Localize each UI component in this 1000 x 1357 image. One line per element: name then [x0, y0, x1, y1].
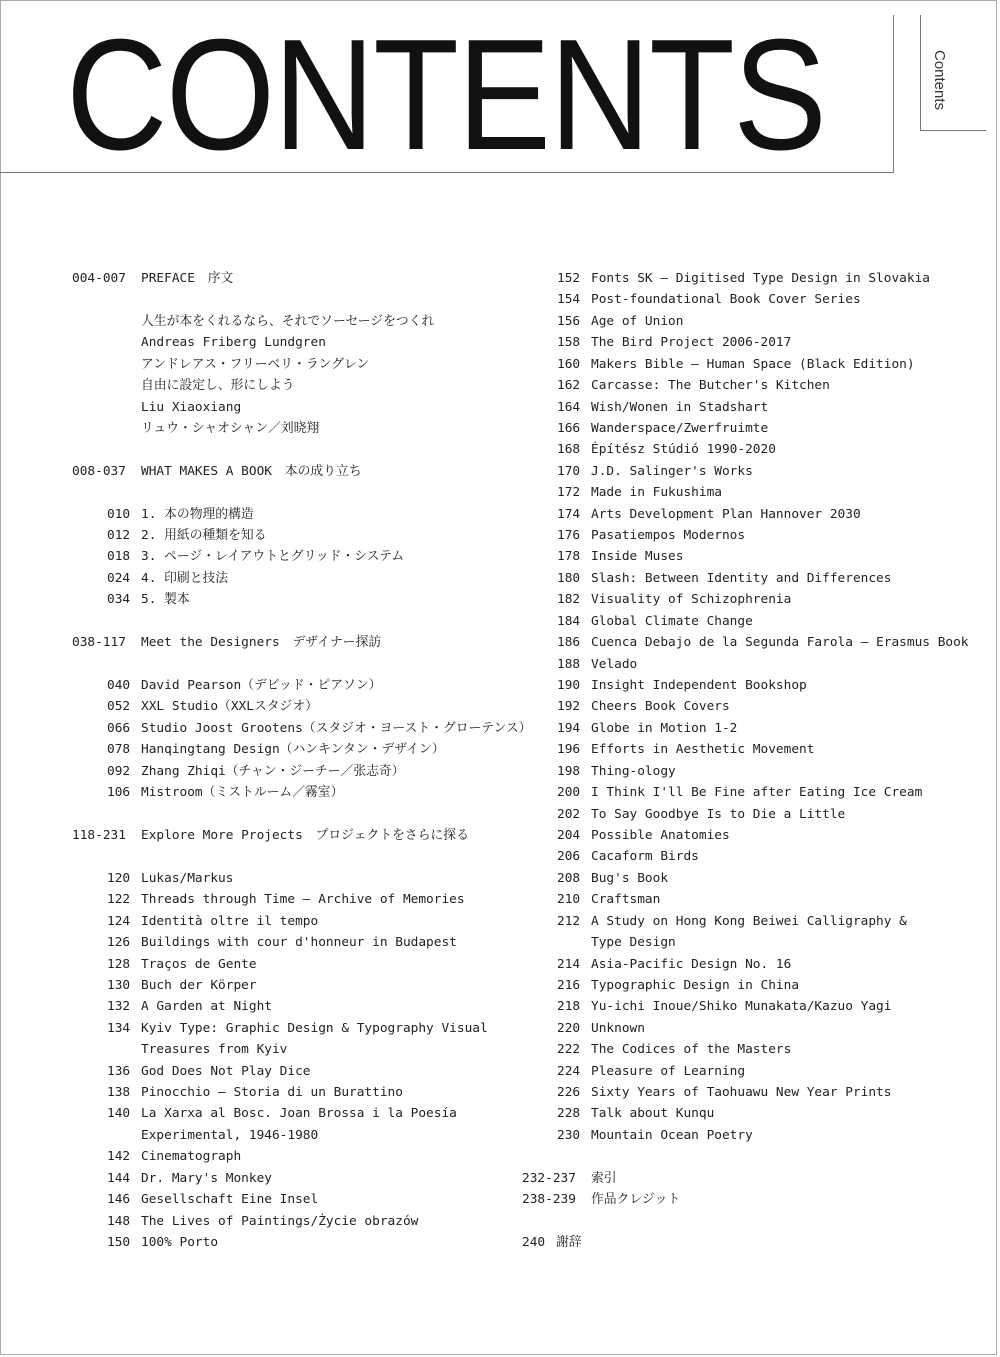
- entry-title: 2. 用紙の種類を知る: [141, 528, 267, 544]
- entry-title: Zhang Zhiqi（チャン・ジーチー／张志奇）: [141, 763, 405, 779]
- toc-entry: [522, 504, 992, 525]
- page-number: 146: [107, 1192, 131, 1208]
- entry-title: Made in Fukushima: [591, 485, 722, 501]
- entry-title: Gesellschaft Eine Insel: [141, 1192, 319, 1208]
- page-number: 216: [557, 977, 581, 993]
- toc-entry: [522, 804, 992, 825]
- entry-title: Meet the Designers デザイナー探訪: [141, 635, 382, 651]
- toc-entry: [522, 889, 992, 910]
- entry-title: PREFACE 序文: [141, 271, 234, 286]
- entry-title: 5. 製本: [141, 592, 190, 608]
- page-number: 188: [557, 656, 581, 672]
- toc-entry: [522, 911, 992, 932]
- header-vertical-divider: [893, 15, 894, 173]
- page-number: 184: [557, 613, 581, 629]
- page-number: 106: [107, 785, 131, 801]
- toc-entry: [72, 675, 522, 696]
- toc-entry: [522, 546, 992, 567]
- entry-title: Possible Anatomies: [591, 827, 730, 843]
- spacer: [72, 611, 522, 632]
- toc-entry: [72, 1211, 522, 1232]
- page-number: 140: [107, 1106, 131, 1122]
- entry-title: 謝辞: [556, 1234, 582, 1250]
- entry-title: Visuality of Schizophrenia: [591, 592, 792, 608]
- toc-entry: [72, 954, 522, 975]
- toc-entry: [72, 1125, 522, 1146]
- page-number: 160: [557, 356, 581, 372]
- entry-title: 人生が本をくれるなら、それでソーセージをつくれ: [141, 313, 435, 329]
- page-number: 120: [107, 870, 131, 886]
- page-number: 040: [107, 678, 131, 694]
- toc-entry: [522, 718, 992, 739]
- entry-title: Cheers Book Covers: [591, 699, 730, 715]
- toc-entry: [522, 439, 992, 460]
- toc-entry: [522, 696, 992, 717]
- entry-title: Arts Development Plan Hannover 2030: [591, 506, 861, 522]
- section-tab: [920, 15, 986, 131]
- toc-entry: [522, 418, 992, 439]
- page-number: 178: [557, 549, 581, 565]
- page-number: 142: [107, 1149, 131, 1165]
- page-number: 164: [557, 399, 581, 415]
- entry-title: WHAT MAKES A BOOK 本の成り立ち: [141, 463, 362, 479]
- toc-entry: [72, 761, 522, 782]
- toc-entry: [72, 1039, 522, 1060]
- entry-title: Liu Xiaoxiang: [141, 399, 242, 415]
- page-number: 154: [557, 292, 581, 308]
- entry-title: La Xarxa al Bosc. Joan Brossa i la Poesía: [141, 1106, 457, 1122]
- page-number: 034: [107, 592, 131, 608]
- toc-section: [72, 632, 522, 653]
- page-number: 230: [557, 1127, 581, 1143]
- toc-entry: [522, 654, 992, 675]
- entry-title: 1. 本の物理的構造: [141, 506, 254, 522]
- page-number: 202: [557, 806, 581, 822]
- spacer: [522, 1146, 992, 1167]
- page-number: 192: [557, 699, 581, 715]
- entry-title: Traços de Gente: [141, 956, 257, 972]
- spacer: [72, 482, 522, 503]
- entry-title: Wish/Wonen in Stadshart: [591, 399, 769, 415]
- toc-entry: [72, 1168, 522, 1189]
- toc-entry: [522, 632, 992, 653]
- entry-title: Velado: [591, 656, 638, 672]
- page-number: 066: [107, 720, 131, 736]
- toc-entry: [72, 375, 522, 396]
- page-number: 198: [557, 763, 581, 779]
- entry-title: The Codices of the Masters: [591, 1042, 792, 1058]
- entry-title: Identità oltre il tempo: [141, 913, 319, 929]
- toc-entry: [72, 1061, 522, 1082]
- toc-entry: [522, 954, 992, 975]
- toc-entry: [522, 354, 992, 375]
- spacer: [72, 439, 522, 460]
- entry-title: David Pearson（デビッド・ピアソン）: [141, 678, 382, 694]
- spacer: [72, 289, 522, 310]
- page-number: 124: [107, 913, 131, 929]
- spacer: [522, 1211, 992, 1232]
- toc-entry: [72, 589, 522, 610]
- entry-title: Cuenca Debajo de la Segunda Farola — Erasmus Book: [591, 635, 969, 651]
- toc-entry: [522, 975, 992, 996]
- entry-title: 自由に設定し、形にしよう: [141, 378, 295, 394]
- entry-title: 4. 印刷と技法: [141, 570, 229, 586]
- section-tab-label: Contents: [931, 50, 948, 111]
- toc-entry: [72, 996, 522, 1017]
- toc-entry: [522, 332, 992, 353]
- entry-title: Sixty Years of Taohuawu New Year Prints: [591, 1085, 892, 1101]
- page-number: 162: [557, 378, 581, 394]
- entry-title: Makers Bible — Human Space (Black Edition): [591, 356, 915, 372]
- page-number: 004-007: [72, 271, 126, 286]
- toc-entry: [72, 975, 522, 996]
- page-number: 132: [107, 999, 131, 1015]
- toc-section: [72, 268, 522, 289]
- entry-title: Typographic Design in China: [591, 977, 800, 993]
- toc-entry: [72, 1018, 522, 1039]
- page-number: 218: [557, 999, 581, 1015]
- entry-title: Buildings with cour d'honneur in Budapest: [141, 935, 457, 951]
- toc-entry: [522, 589, 992, 610]
- page-number: 156: [557, 313, 581, 329]
- toc-entry: [72, 1146, 522, 1167]
- page-title: CONTENTS: [66, 7, 826, 183]
- entry-title: Pleasure of Learning: [591, 1063, 746, 1079]
- toc-entry: [522, 375, 992, 396]
- toc-entry: [72, 932, 522, 953]
- entry-title: 3. ページ・レイアウトとグリッド・システム: [141, 549, 405, 565]
- toc-right-column: [522, 268, 992, 1253]
- toc-entry: [72, 354, 522, 375]
- entry-title: Talk about Kunqu: [591, 1106, 715, 1122]
- toc-entry: [72, 525, 522, 546]
- entry-title: Andreas Friberg Lundgren: [141, 335, 326, 351]
- entry-title: アンドレアス・フリーベリ・ラングレン: [141, 356, 370, 372]
- page-number: 180: [557, 570, 581, 586]
- entry-title: Mistroom（ミストルーム／霧室）: [141, 785, 344, 801]
- page-number: 194: [557, 720, 581, 736]
- page-number: 200: [557, 785, 581, 801]
- entry-title: To Say Goodbye Is to Die a Little: [591, 806, 846, 822]
- entry-title: Efforts in Aesthetic Movement: [591, 742, 815, 758]
- entry-title: Post-foundational Book Cover Series: [591, 292, 861, 308]
- page-number: 122: [107, 892, 131, 908]
- page-number: 126: [107, 935, 131, 951]
- toc-entry: [72, 397, 522, 418]
- entry-title: Slash: Between Identity and Differences: [591, 570, 892, 586]
- entry-title: Hanqingtang Design（ハンキンタン・デザイン）: [141, 742, 445, 758]
- toc-entry: [72, 504, 522, 525]
- page-number: 010: [107, 506, 131, 522]
- entry-title: Cacaform Birds: [591, 849, 699, 865]
- page-number: 150: [107, 1234, 131, 1250]
- page-number: 206: [557, 849, 581, 865]
- entry-title: 100% Porto: [141, 1234, 219, 1250]
- toc-entry: [522, 568, 992, 589]
- page-number: 176: [557, 528, 581, 544]
- page-number: 170: [557, 463, 581, 479]
- toc-entry: [72, 889, 522, 910]
- entry-title: リュウ・シャオシャン／刘晓翔: [141, 420, 320, 436]
- toc-section: [522, 1189, 992, 1210]
- entry-title: Építész Stúdió 1990-2020: [591, 442, 776, 458]
- toc-section: [72, 825, 522, 846]
- page-number: 128: [107, 956, 131, 972]
- entry-title: Thing-ology: [591, 763, 676, 779]
- page-number: 134: [107, 1020, 131, 1036]
- page-number: 182: [557, 592, 581, 608]
- spacer: [72, 804, 522, 825]
- toc-entry: [522, 268, 992, 289]
- toc-section: [522, 1168, 992, 1189]
- toc-entry: [72, 739, 522, 760]
- entry-title: The Bird Project 2006-2017: [591, 335, 792, 351]
- page-number: 224: [557, 1063, 581, 1079]
- toc-entry: [72, 1082, 522, 1103]
- page-number: 208: [557, 870, 581, 886]
- entry-title: Kyiv Type: Graphic Design & Typography Visual: [141, 1020, 488, 1036]
- entry-title: Global Climate Change: [591, 613, 753, 629]
- entry-title: Studio Joost Grootens（スタジオ・ヨースト・グローテンス）: [141, 720, 532, 736]
- toc-entry: [522, 675, 992, 696]
- entry-title: Experimental, 1946-1980: [141, 1127, 319, 1143]
- page-number: 196: [557, 742, 581, 758]
- entry-title: Fonts SK — Digitised Type Design in Slovakia: [591, 271, 930, 286]
- page-number: 038-117: [72, 635, 126, 651]
- entry-title: 索引: [591, 1170, 617, 1186]
- toc-entry: [522, 1125, 992, 1146]
- spacer: [72, 846, 522, 867]
- page-number: 240: [522, 1234, 546, 1250]
- entry-title: Yu-ichi Inoue/Shiko Munakata/Kazuo Yagi: [591, 999, 892, 1015]
- page-number: 238-239: [522, 1192, 576, 1208]
- entry-title: Insight Independent Bookshop: [591, 678, 807, 694]
- toc-entry: [72, 332, 522, 353]
- toc-entry: [522, 397, 992, 418]
- page-number: 166: [557, 420, 581, 436]
- toc-entry: [522, 482, 992, 503]
- toc-entry: [522, 846, 992, 867]
- entry-title: I Think I'll Be Fine after Eating Ice Cream: [591, 785, 923, 801]
- entry-title: The Lives of Paintings/Życie obrazów: [141, 1213, 419, 1229]
- page-number: 212: [557, 913, 581, 929]
- entry-title: Type Design: [591, 935, 676, 951]
- entry-title: Lukas/Markus: [141, 870, 234, 886]
- toc-entry: [522, 1018, 992, 1039]
- toc-entry: [522, 611, 992, 632]
- page-number: 078: [107, 742, 131, 758]
- entry-title: Explore More Projects プロジェクトをさらに探る: [141, 827, 469, 843]
- page-number: 220: [557, 1020, 581, 1036]
- page-number: 190: [557, 678, 581, 694]
- page-number: 158: [557, 335, 581, 351]
- page-number: 148: [107, 1213, 131, 1229]
- toc-entry: [522, 868, 992, 889]
- toc-left-column: [72, 268, 532, 1253]
- entry-title: XXL Studio（XXLスタジオ）: [141, 699, 318, 715]
- toc-entry: [522, 825, 992, 846]
- toc-entry: [522, 1039, 992, 1060]
- page-number: 168: [557, 442, 581, 458]
- toc-entry: [72, 868, 522, 889]
- entry-title: 作品クレジット: [591, 1192, 681, 1208]
- toc-entry: [522, 1082, 992, 1103]
- page-number: 228: [557, 1106, 581, 1122]
- entry-title: Asia-Pacific Design No. 16: [591, 956, 792, 972]
- entry-title: Wanderspace/Zwerfruimte: [591, 420, 769, 436]
- page-number: 018: [107, 549, 131, 565]
- toc-entry: [522, 1103, 992, 1124]
- toc-entry: [522, 461, 992, 482]
- entry-title: A Garden at Night: [141, 999, 272, 1015]
- page-number: 130: [107, 977, 131, 993]
- page-number: 152: [557, 271, 581, 286]
- page-number: 222: [557, 1042, 581, 1058]
- page-number: 008-037: [72, 463, 126, 479]
- page-number: 210: [557, 892, 581, 908]
- page-number: 226: [557, 1085, 581, 1101]
- toc-entry: [522, 782, 992, 803]
- page-number: 172: [557, 485, 581, 501]
- page-number: 186: [557, 635, 581, 651]
- entry-title: Buch der Körper: [141, 977, 257, 993]
- entry-title: Globe in Motion 1-2: [591, 720, 738, 736]
- toc-entry: [72, 718, 532, 739]
- page-number: 214: [557, 956, 581, 972]
- entry-title: Age of Union: [591, 313, 684, 329]
- toc-entry: [72, 911, 522, 932]
- toc-entry: [522, 739, 992, 760]
- page-number: 204: [557, 827, 581, 843]
- entry-title: Pasatiempos Modernos: [591, 528, 746, 544]
- toc-entry: [72, 1103, 522, 1124]
- toc-section: [72, 461, 522, 482]
- toc-entry: [522, 996, 992, 1017]
- toc-entry: [72, 782, 522, 803]
- toc-entry: [522, 289, 992, 310]
- toc-entry: [72, 546, 522, 567]
- page-number: 092: [107, 763, 131, 779]
- page-number: 012: [107, 528, 131, 544]
- entry-title: Inside Muses: [591, 549, 684, 565]
- page-number: 144: [107, 1170, 131, 1186]
- toc-entry: [522, 761, 992, 782]
- toc-entry: [72, 418, 522, 439]
- spacer: [72, 654, 522, 675]
- entry-title: Pinocchio – Storia di un Burattino: [141, 1085, 403, 1101]
- entry-title: Craftsman: [591, 892, 661, 908]
- entry-title: Mountain Ocean Poetry: [591, 1127, 753, 1143]
- page-number: 052: [107, 699, 131, 715]
- page-number: 136: [107, 1063, 131, 1079]
- entry-title: J.D. Salinger's Works: [591, 463, 753, 479]
- entry-title: Carcasse: The Butcher's Kitchen: [591, 378, 830, 394]
- toc-entry: [72, 568, 522, 589]
- toc-section: [522, 1232, 992, 1253]
- toc-entry: [72, 311, 522, 332]
- page-number: 024: [107, 570, 131, 586]
- entry-title: Bug's Book: [591, 870, 669, 886]
- toc-entry: [72, 1232, 522, 1253]
- toc-entry: [522, 1061, 992, 1082]
- page-number: 174: [557, 506, 581, 522]
- toc-entry: [522, 311, 992, 332]
- entry-title: A Study on Hong Kong Beiwei Calligraphy &: [591, 913, 907, 929]
- page-number: 232-237: [522, 1170, 576, 1186]
- page-number: 118-231: [72, 827, 126, 843]
- toc-entry: [522, 932, 992, 953]
- toc-entry: [72, 696, 522, 717]
- entry-title: Cinematograph: [141, 1149, 242, 1165]
- toc-entry: [522, 525, 992, 546]
- entry-title: Threads through Time — Archive of Memories: [141, 892, 465, 908]
- entry-title: Dr. Mary's Monkey: [141, 1170, 272, 1186]
- page-number: 138: [107, 1085, 131, 1101]
- entry-title: Treasures from Kyiv: [141, 1042, 288, 1058]
- entry-title: God Does Not Play Dice: [141, 1063, 311, 1079]
- toc-entry: [72, 1189, 522, 1210]
- entry-title: Unknown: [591, 1020, 645, 1036]
